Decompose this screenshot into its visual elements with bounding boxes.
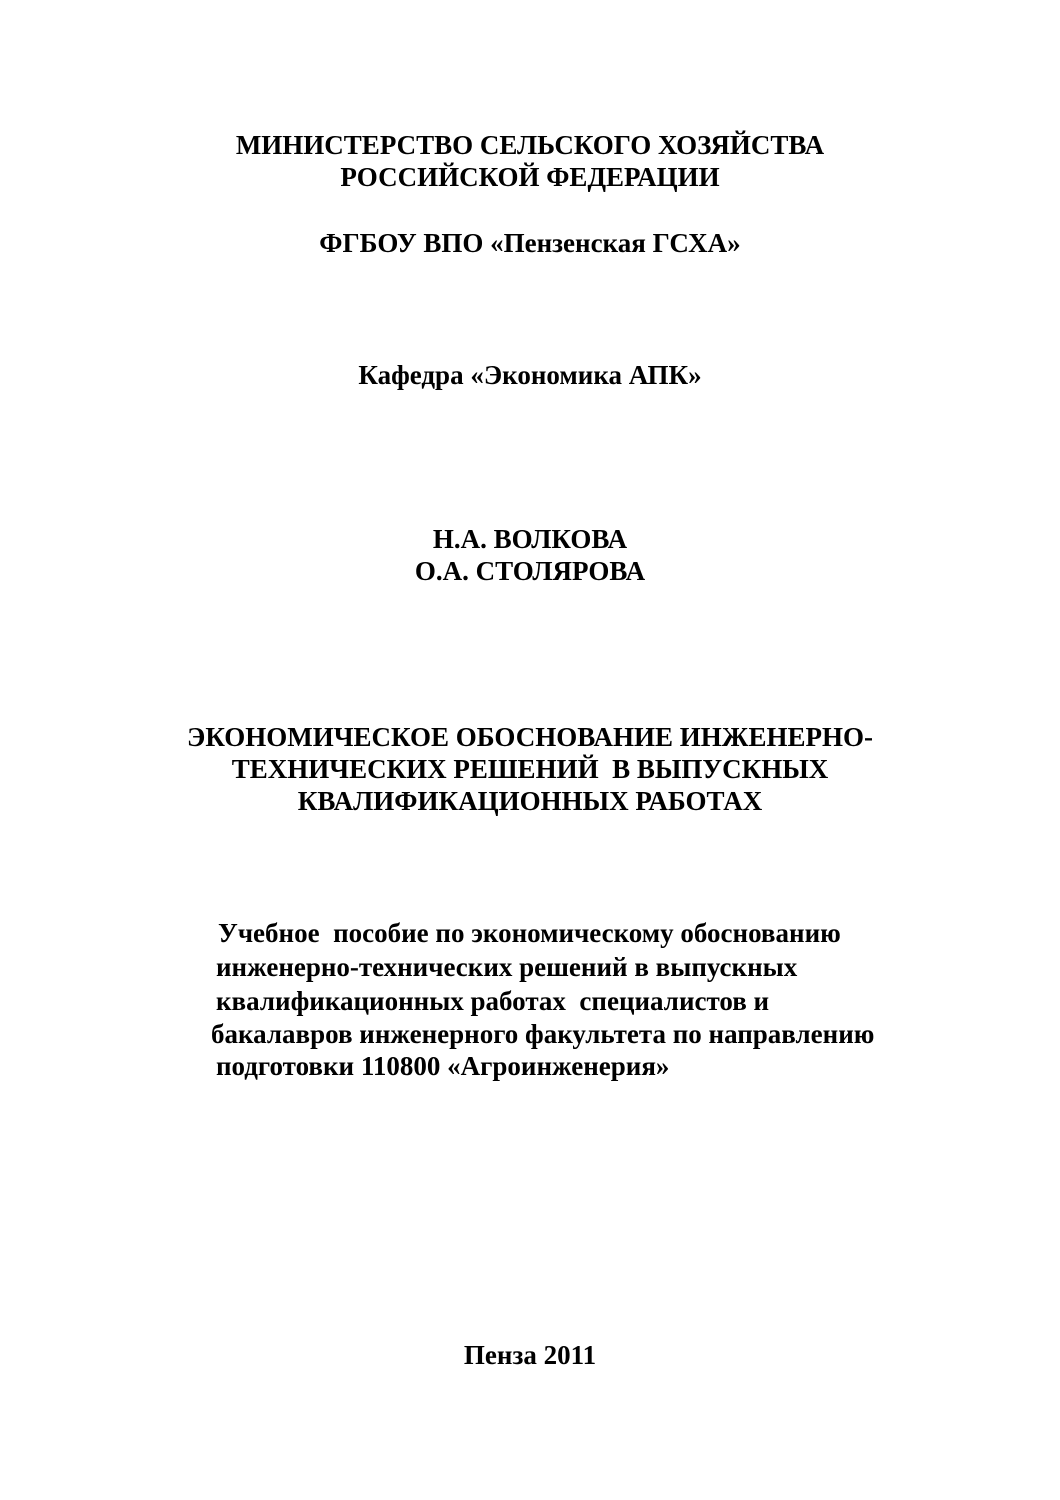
author-1: Н.А. ВОЛКОВА bbox=[432, 524, 628, 554]
ministry-line-2: РОССИЙСКОЙ ФЕДЕРАЦИИ bbox=[340, 162, 720, 192]
department-name: Кафедра «Экономика АПК» bbox=[358, 360, 702, 390]
ministry-line-1: МИНИСТЕРСТВО СЕЛЬСКОГО ХОЗЯЙСТВА bbox=[235, 130, 825, 160]
title-line-2: ТЕХНИЧЕСКИХ РЕШЕНИЙ В ВЫПУСКНЫХ bbox=[231, 754, 829, 784]
description-line-4: бакалавров инженерного факультета по направлению bbox=[211, 1019, 875, 1049]
author-2: О.А. СТОЛЯРОВА bbox=[414, 556, 646, 586]
description-line-5: подготовки 110800 «Агроинженерия» bbox=[216, 1051, 670, 1081]
institution-name: ФГБОУ ВПО «Пензенская ГСХА» bbox=[319, 228, 741, 258]
title-line-3: КВАЛИФИКАЦИОННЫХ РАБОТАХ bbox=[297, 786, 763, 816]
title-line-1: ЭКОНОМИЧЕСКОЕ ОБОСНОВАНИЕ ИНЖЕНЕРНО- bbox=[187, 722, 873, 752]
description-line-3: квалификационных работах специалистов и bbox=[216, 986, 770, 1016]
description-line-1: Учебное пособие по экономическому обоснованию bbox=[218, 918, 841, 948]
description-line-2: инженерно-технических решений в выпускных bbox=[216, 952, 798, 982]
place-year: Пенза 2011 bbox=[463, 1340, 597, 1370]
